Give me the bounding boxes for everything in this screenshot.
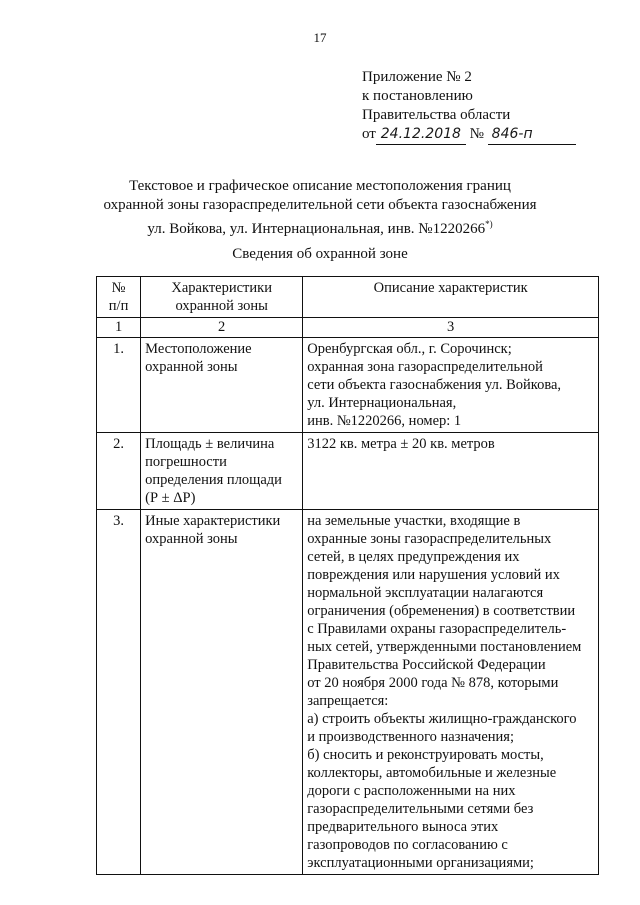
text-line: повреждения или нарушения условий их [307,567,560,583]
footnote-mark: *) [485,219,493,229]
text-line: Площадь ± величина [145,436,275,452]
text-line: охранной зоны [145,531,238,547]
row-description [303,510,599,875]
appendix-date-line [362,125,576,145]
row-characteristic [141,433,303,510]
header-number [97,277,141,318]
text-line: погрешности [145,454,227,470]
appendix-line-2: к постановлению [362,88,473,104]
text-line: охранная зона газораспределительной [307,359,543,375]
title-line-2: охранной зоны газораспределительной сети объекта газоснабжения [103,197,537,213]
section-subtitle: Сведения об охранной зоне [232,246,408,262]
zone-info-table [96,276,599,875]
header-characteristics-line-1: Характеристики [171,280,272,296]
appendix-block [362,68,576,145]
text-line: сетей, в целях предупреждения их [307,549,520,565]
page-number: 17 [313,30,327,45]
document-title [0,177,640,239]
text-line: эксплуатационными организациями; [307,855,534,871]
number-prefix: № [469,126,484,142]
table-row [97,510,599,875]
handwritten-number: 846-п [488,125,576,145]
title-line-1: Текстовое и графическое описание местоположения границ [129,178,511,194]
header-description-text: Описание характеристик [373,280,528,296]
text-line: ул. Интернациональная, [307,395,457,411]
text-line: запрещается: [307,693,389,709]
text-line: Иные характеристики [145,513,281,529]
row-characteristic [141,510,303,875]
row-number: 3. [97,510,141,875]
text-line: ных сетей, утвержденными постановлением [307,639,582,655]
column-number: 3 [303,318,599,338]
table-header-row [97,277,599,318]
column-number: 1 [97,318,141,338]
table-row [97,433,599,510]
date-prefix: от [362,126,376,142]
text-line: на земельные участки, входящие в [307,513,521,529]
column-number: 2 [141,318,303,338]
header-number-line-1: № [111,280,126,296]
text-line: с Правилами охраны газораспределитель- [307,621,567,637]
appendix-line-3: Правительства области [362,107,511,123]
text-line: инв. №1220266, номер: 1 [307,413,462,429]
text-line: 3122 кв. метра ± 20 кв. метров [307,436,495,452]
text-line: дороги с расположенными на них [307,783,516,799]
text-line: предварительного выноса этих [307,819,499,835]
handwritten-date: 24.12.2018 [376,125,466,145]
text-line: Оренбургская обл., г. Сорочинск; [307,341,512,357]
text-line: от 20 ноября 2000 года № 878, которыми [307,675,559,691]
text-line: охранной зоны [145,359,238,375]
header-description [303,277,599,318]
text-line: нормальной эксплуатации налагаются [307,585,544,601]
header-characteristics [141,277,303,318]
row-number: 2. [97,433,141,510]
text-line: и производственного назначения; [307,729,515,745]
table-row [97,338,599,433]
text-line: б) сносить и реконструировать мосты, [307,747,544,763]
text-line: сети объекта газоснабжения ул. Войкова, [307,377,562,393]
header-characteristics-line-2: охранной зоны [175,298,268,314]
title-line-3-text: ул. Войкова, ул. Интернациональная, инв. №1220266 [147,221,486,237]
row-characteristic [141,338,303,433]
text-line: охранные зоны газораспределительных [307,531,552,547]
text-line: Правительства Российской Федерации [307,657,546,673]
row-description [303,433,599,510]
header-number-line-2: п/п [108,298,129,314]
text-line: газораспределительными сетями без [307,801,534,817]
title-line-3 [0,215,640,239]
text-line: а) строить объекты жилищно-гражданского [307,711,577,727]
text-line: (Р ± ΔР) [145,490,196,506]
row-number: 1. [97,338,141,433]
appendix-line-1: Приложение № 2 [362,69,472,85]
text-line: ограничения (обременения) в соответствии [307,603,576,619]
text-line: газопроводов по согласованию с [307,837,508,853]
text-line: определения площади [145,472,282,488]
text-line: коллекторы, автомобильные и железные [307,765,557,781]
row-description [303,338,599,433]
column-number-row [97,318,599,338]
text-line: Местоположение [145,341,252,357]
